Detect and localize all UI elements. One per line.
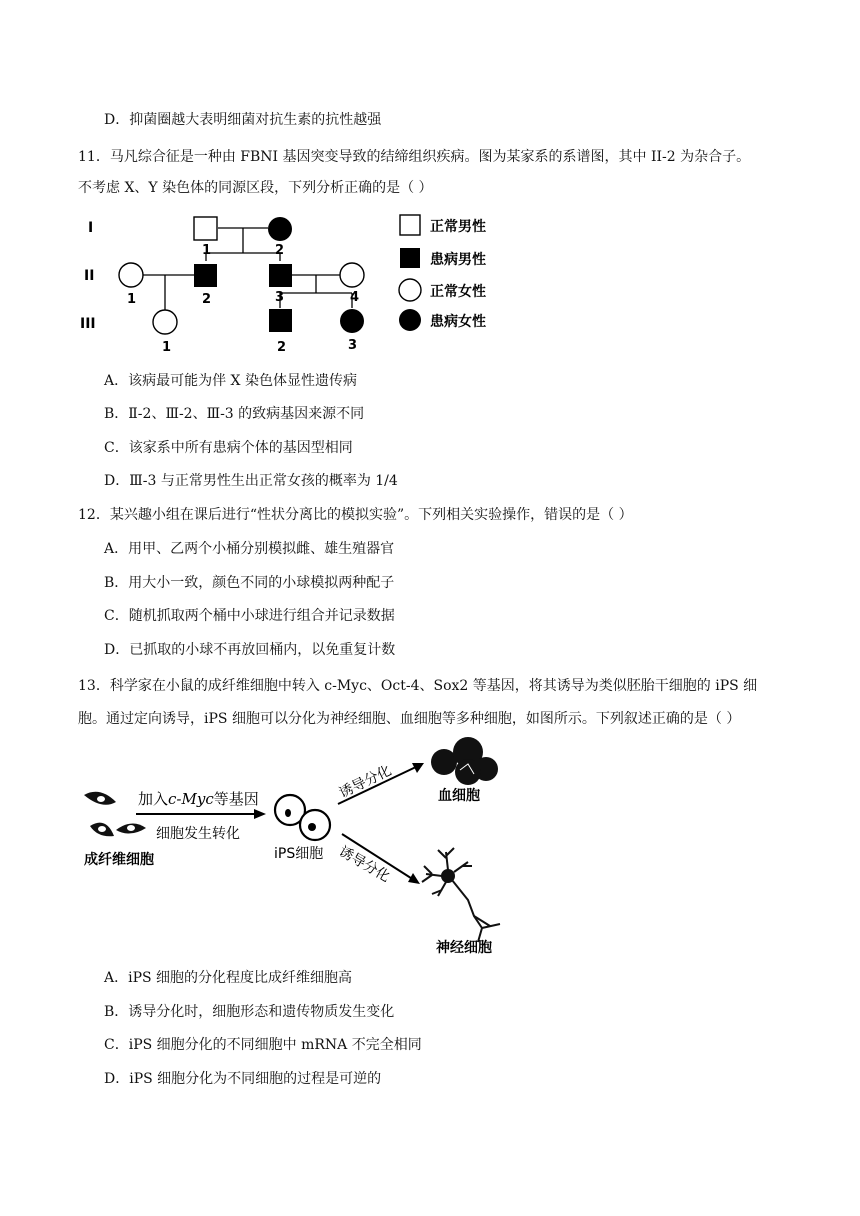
gen-label-iii: III bbox=[80, 316, 96, 332]
q13-option-a: A．iPS 细胞的分化程度比成纤维细胞高 bbox=[104, 970, 353, 986]
branch-label-up: 诱导分化 bbox=[336, 762, 395, 802]
iii3-affected-female bbox=[340, 309, 364, 333]
pedigree-chart bbox=[70, 208, 510, 358]
gen-label-ii: II bbox=[84, 268, 95, 284]
q11-stem-line1: 11．马凡综合征是一种由 FBNI 基因突变导致的结缔组织疾病。图为某家系的系谱图，其中 II-2 为杂合子。 bbox=[78, 149, 751, 165]
i2-affected-female bbox=[268, 217, 292, 241]
svg-text:1: 1 bbox=[162, 340, 172, 355]
gen-label-i: I bbox=[88, 220, 94, 236]
ips-label: iPS细胞 bbox=[274, 846, 324, 862]
arrow-bottom-label: 细胞发生转化 bbox=[156, 826, 240, 842]
blood-cell-label: 血细胞 bbox=[438, 788, 480, 804]
svg-text:正常女性: 正常女性 bbox=[430, 284, 486, 300]
ii2-affected-male bbox=[194, 264, 217, 287]
q12-option-b: B．用大小一致，颜色不同的小球模拟两种配子 bbox=[104, 575, 395, 591]
q13-stem-line2: 胞。通过定向诱导，iPS 细胞可以分化为神经细胞、血细胞等多种细胞，如图所示。下列叙述正确的是（ ） bbox=[78, 711, 741, 727]
svg-text:1: 1 bbox=[127, 292, 137, 307]
svg-text:4: 4 bbox=[350, 290, 360, 305]
svg-text:患病女性: 患病女性 bbox=[430, 314, 486, 330]
svg-text:加入c-Myc等基因: 加入c-Myc等基因 bbox=[138, 790, 259, 808]
svg-text:2: 2 bbox=[275, 243, 285, 258]
q11-option-d: D．Ⅲ-3 与正常男性生出正常女孩的概率为 1/4 bbox=[104, 473, 398, 489]
nerve-cell-image bbox=[422, 848, 500, 942]
q11-stem-line2: 不考虑 X、Y 染色体的同源区段，下列分析正确的是（ ） bbox=[78, 180, 433, 196]
q12-option-c: C．随机抓取两个桶中小球进行组合并记录数据 bbox=[104, 608, 395, 624]
iii2-affected-male bbox=[269, 309, 292, 332]
q13-option-b: B．诱导分化时，细胞形态和遗传物质发生变化 bbox=[104, 1004, 395, 1020]
q12-option-d: D．已抓取的小球不再放回桶内，以免重复计数 bbox=[104, 642, 396, 658]
svg-text:正常男性: 正常男性 bbox=[430, 219, 486, 235]
iii1-normal-female bbox=[153, 310, 177, 334]
svg-text:3: 3 bbox=[275, 290, 285, 305]
q11-option-b: B．Ⅱ-2、Ⅲ-2、Ⅲ-3 的致病基因来源不同 bbox=[104, 406, 365, 422]
q11-option-a: A．该病最可能为伴 X 染色体显性遗传病 bbox=[104, 373, 357, 389]
fibroblast-label: 成纤维细胞 bbox=[84, 852, 154, 868]
ii3-affected-male bbox=[269, 264, 292, 287]
svg-text:2: 2 bbox=[277, 340, 287, 355]
pedigree-legend bbox=[399, 215, 486, 331]
svg-text:2: 2 bbox=[202, 292, 212, 307]
ii4-normal-female bbox=[340, 263, 364, 287]
ii1-normal-female bbox=[119, 263, 143, 287]
q10-option-d: D．抑菌圈越大表明细菌对抗生素的抗性越强 bbox=[104, 112, 382, 128]
q12-stem: 12．某兴趣小组在课后进行“性状分离比的模拟实验”。下列相关实验操作，错误的是（ ） bbox=[78, 507, 633, 523]
blood-cells-image bbox=[431, 737, 498, 785]
q13-option-c: C．iPS 细胞分化的不同细胞中 mRNA 不完全相同 bbox=[104, 1037, 422, 1053]
svg-text:1: 1 bbox=[202, 243, 212, 258]
i1-normal-male bbox=[194, 217, 217, 240]
branch-label-down: 诱导分化 bbox=[336, 843, 393, 886]
ips-cells-image bbox=[275, 795, 330, 840]
q13-stem-line1: 13．科学家在小鼠的成纤维细胞中转入 c-Myc、Oct-4、Sox2 等基因，将其诱导为类似胚胎干细胞的 iPS 细 bbox=[78, 678, 758, 694]
ips-differentiation-diagram bbox=[70, 730, 530, 962]
svg-text:3: 3 bbox=[348, 338, 358, 353]
q12-option-a: A．用甲、乙两个小桶分别模拟雌、雄生殖器官 bbox=[104, 541, 395, 557]
nerve-cell-label: 神经细胞 bbox=[436, 940, 492, 956]
q11-option-c: C．该家系中所有患病个体的基因型相同 bbox=[104, 440, 353, 456]
svg-text:患病男性: 患病男性 bbox=[430, 252, 486, 268]
q13-option-d: D．iPS 细胞分化为不同细胞的过程是可逆的 bbox=[104, 1071, 382, 1087]
